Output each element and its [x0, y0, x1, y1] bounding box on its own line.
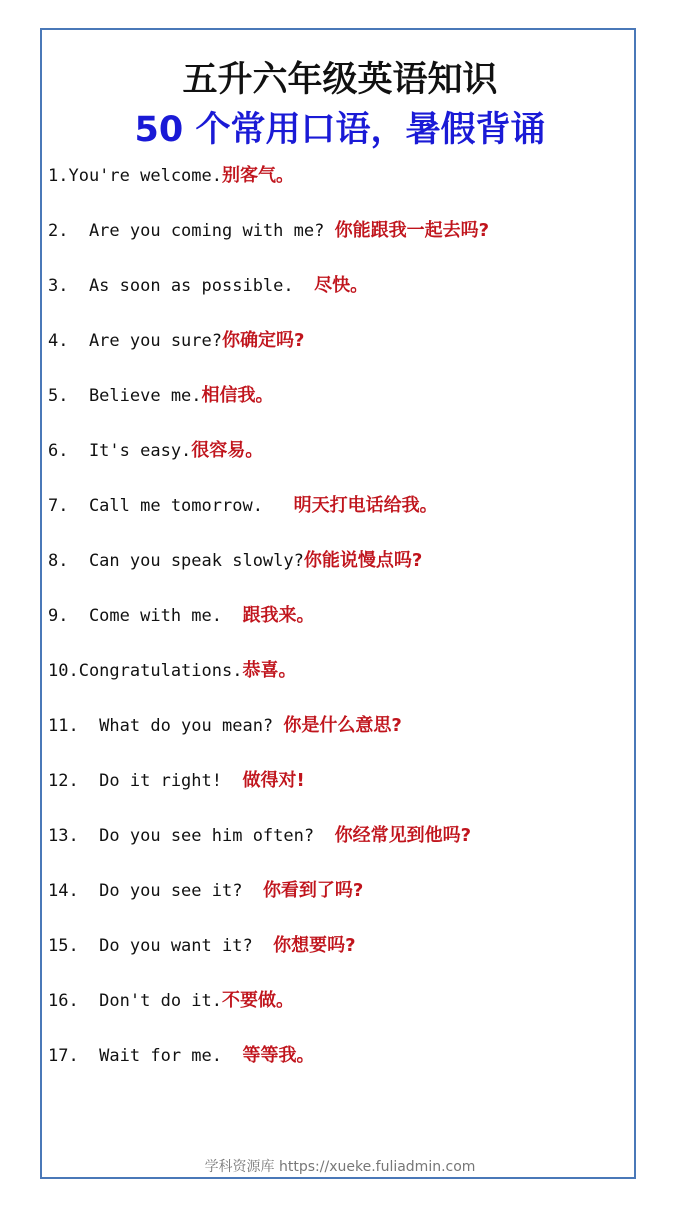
list-item — [48, 215, 633, 270]
phrase-chinese: 你经常见到他吗? — [334, 825, 472, 846]
phrase-english: 10.Congratulations. — [48, 661, 243, 681]
phrase-chinese: 你确定吗? — [222, 330, 305, 351]
phrase-chinese: 你想要吗? — [273, 935, 356, 956]
phrase-english: 9. Come with me. — [48, 606, 243, 626]
phrase-english: 6. It's easy. — [48, 441, 192, 461]
list-item — [48, 380, 633, 435]
list-item — [48, 985, 633, 1040]
list-item — [48, 545, 633, 600]
phrase-english: 15. Do you want it? — [48, 936, 274, 956]
phrase-english: 5. Believe me. — [48, 386, 202, 406]
phrase-english: 17. Wait for me. — [48, 1046, 243, 1066]
phrase-chinese: 等等我。 — [242, 1045, 315, 1066]
phrase-english: 12. Do it right! — [48, 771, 243, 791]
phrase-chinese: 明天打电话给我。 — [293, 495, 438, 516]
page-title: 五升六年级英语知识 — [182, 60, 498, 100]
phrase-chinese: 相信我。 — [201, 385, 274, 406]
list-item — [48, 490, 633, 545]
phrase-english: 4. Are you sure? — [48, 331, 222, 351]
phrase-english: 2. Are you coming with me? — [48, 221, 335, 241]
phrase-chinese: 很容易。 — [191, 440, 264, 461]
phrase-chinese: 你是什么意思? — [283, 715, 402, 736]
phrase-list — [48, 160, 633, 1095]
list-item — [48, 435, 633, 490]
phrase-chinese: 不要做。 — [222, 990, 294, 1011]
list-item — [48, 325, 633, 380]
phrase-chinese: 别客气。 — [222, 165, 294, 186]
page-subtitle: 50 个常用口语，暑假背诵 — [134, 110, 546, 150]
phrase-chinese: 恭喜。 — [242, 660, 297, 681]
phrase-english: 13. Do you see him often? — [48, 826, 335, 846]
list-item — [48, 270, 633, 325]
phrase-english: 1.You're welcome. — [48, 166, 222, 186]
list-item — [48, 655, 633, 710]
list-item — [48, 160, 633, 215]
list-item — [48, 875, 633, 930]
phrase-chinese: 做得对! — [242, 770, 305, 791]
phrase-english: 7. Call me tomorrow. — [48, 496, 294, 516]
phrase-chinese: 尽快。 — [314, 275, 369, 296]
list-item — [48, 820, 633, 875]
phrase-english: 3. As soon as possible. — [48, 276, 315, 296]
phrase-english: 14. Do you see it? — [48, 881, 263, 901]
phrase-chinese: 跟我来。 — [242, 605, 315, 626]
phrase-english: 11. What do you mean? — [48, 716, 284, 736]
list-item — [48, 710, 633, 765]
phrase-chinese: 你看到了吗? — [262, 880, 364, 901]
list-item — [48, 1040, 633, 1095]
phrase-chinese: 你能说慢点吗? — [303, 550, 423, 571]
phrase-english: 8. Can you speak slowly? — [48, 551, 304, 571]
list-item — [48, 930, 633, 985]
phrase-english: 16. Don't do it. — [48, 991, 222, 1011]
list-item — [48, 600, 633, 655]
phrase-chinese: 你能跟我一起去吗? — [334, 220, 490, 241]
footer-watermark: 学科资源库 https://xueke.fuliadmin.com — [204, 1159, 476, 1175]
list-item — [48, 765, 633, 820]
